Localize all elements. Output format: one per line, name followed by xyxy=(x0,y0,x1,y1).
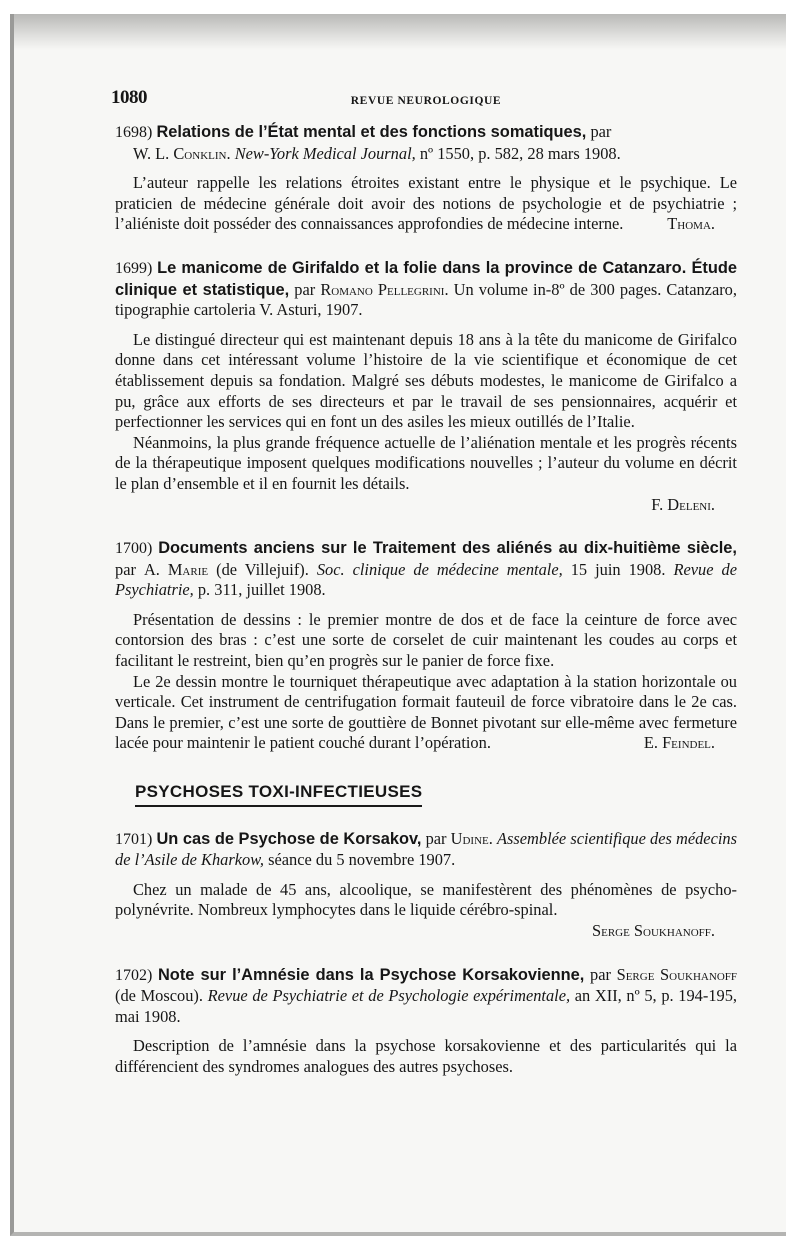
entry-paragraph: Le distingué directeur qui est maintenant depuis 18 ans à la tête du manicome de Girifalco donne dans cet intéressant volume l’histoire de la vie scientifique et économique de cet établissement depuis sa fondation. Malgré ses débuts modestes, le manicome de Girifalco a pu, grâce aux efforts de ses directeurs et par le travail de ses pensionnaires, acquérir et perfectionner les services qui en font un des asiles les mieux outillés de l’Italie. xyxy=(115,329,737,432)
section-title: PSYCHOSES TOXI-INFECTIEUSES xyxy=(135,782,422,807)
entry-signature: Thoma. xyxy=(667,214,715,234)
entry-heading xyxy=(115,829,737,871)
entry-number: 1701) xyxy=(115,830,153,848)
entry-signature: Serge Soukhanoff. xyxy=(592,921,715,940)
entry-heading xyxy=(115,122,737,164)
entry-reference xyxy=(115,144,737,165)
entry-journal: Revue de Psychiatrie et de Psychologie expérimentale, xyxy=(207,986,571,1006)
entry-affiliation: (de Villejuif). xyxy=(216,559,309,579)
entry-signature: E. Feindel. xyxy=(643,733,715,753)
entry-author: Serge Soukhanoff xyxy=(616,964,737,984)
entry-paragraph: Présentation de dessins : le premier montre de dos et de face la ceinture de force avec contorsion des bras : c’est une sorte de corselet de cuir maintenant les coudes au corps et facilitant le restreint, bien qu’en progrès sur le panier de force fixe. xyxy=(115,609,737,671)
entry-author: Conklin. xyxy=(173,143,231,163)
entry-paragraph: L’auteur rappelle les relations étroites existant entre le physique et le psychique. Le praticien de médecine générale doit avoir des notions de psychologie et de psychiatrie ; l’aliéniste doit posséder des connaissances approfondies de médecine interne. Thoma. xyxy=(115,173,737,234)
page-number: 1080 xyxy=(111,87,147,108)
entry-title: Note sur l’Amnésie dans la Psychose Korsakovienne, xyxy=(157,965,585,984)
entry-1700 xyxy=(115,538,737,754)
entry-1699 xyxy=(115,258,737,515)
entry-citation: Un volume in-8º de 300 pages. Catanzaro, tipographie cartoleria V. Asturi, 1907. xyxy=(115,279,737,320)
entry-title: Le manicome de Girifaldo et la folie dans la province de Catanzaro. Étude clinique et statistique, xyxy=(115,258,737,299)
entry-author: A. Marie xyxy=(143,559,209,579)
page-header xyxy=(111,87,737,112)
entry-signature: F. Deleni. xyxy=(651,494,715,514)
entry-citation: p. 311, juillet 1908. xyxy=(197,580,326,600)
entry-by: par xyxy=(590,964,611,984)
entry-paragraph: Le 2e dessin montre le tourniquet thérapeutique avec adaptation à la station horizontale ou verticale. Cet instrument de centrifugation formait fauteuil de force vibratoire dans le 2e cas. Dans le premier, c’est une sorte de gouttière de Bonnet pivotant sur elle-même avec fermeture lacée pour maintenir le patient couché durant l’opération. E. Feindel. xyxy=(115,671,737,753)
entry-author: Romano Pellegrini. xyxy=(320,279,449,299)
entry-number: 1700) xyxy=(115,540,153,558)
entry-affiliation: (de Moscou). xyxy=(115,986,203,1006)
scan-shadow xyxy=(14,14,786,50)
entry-number: 1702) xyxy=(115,966,153,984)
entry-by: par xyxy=(294,279,316,299)
entry-date: 15 juin 1908. xyxy=(570,559,666,579)
entry-heading xyxy=(115,538,737,601)
entry-citation: séance du 5 novembre 1907. xyxy=(268,850,456,870)
entry-citation: nº 1550, p. 582, 28 mars 1908. xyxy=(419,143,621,163)
entry-title: Documents anciens sur le Traitement des aliénés au dix-huitième siècle, xyxy=(158,539,737,558)
entry-1702 xyxy=(115,965,737,1078)
entry-journal: Assemblée scientifique des médecins de l’Asile de Kharkow, xyxy=(115,828,737,870)
running-title: REVUE NEUROLOGIQUE xyxy=(350,95,502,107)
entry-1701 xyxy=(115,829,737,942)
author-initials: W. L. xyxy=(133,143,174,163)
journal-page xyxy=(111,87,737,1078)
entry-heading xyxy=(115,258,737,321)
entry-by: par xyxy=(115,559,136,579)
entry-journal-2: Revue de Psychiatrie, xyxy=(115,559,737,600)
entry-1698 xyxy=(115,122,737,235)
entry-paragraph: Description de l’amnésie dans la psychose korsakovienne et des particularités qui la différencient des syndromes analogues des autres psychoses. xyxy=(115,1036,737,1076)
entry-title: Un cas de Psychose de Korsakov, xyxy=(156,829,422,848)
entry-journal: Soc. clinique de médecine mentale, xyxy=(316,559,563,579)
entry-citation: an XII, nº 5, p. 194-195, mai 1908. xyxy=(115,986,737,1026)
entry-paragraph: Chez un malade de 45 ans, alcoolique, se manifestèrent des phénomènes de psycho-polynévrite. Nombreux lymphocytes dans le liquide cérébro-spinal. xyxy=(115,879,737,920)
entry-number: 1698) xyxy=(115,124,153,141)
entry-journal: New-York Medical Journal, xyxy=(234,143,416,163)
entry-title: Relations de l’État mental et des fonctions somatiques, xyxy=(156,123,587,141)
entry-by: par xyxy=(590,122,612,141)
entry-author: Udine. xyxy=(450,828,493,848)
entry-heading xyxy=(115,965,737,1028)
entry-paragraph: Néanmoins, la plus grande fréquence actuelle de l’aliénation mentale et les progrès récents de la thérapeutique imposent quelques modifications nouvelles ; l’auteur du volume en décrit le plan d’ensemble et il en fournit les détails. xyxy=(115,432,737,493)
entry-number: 1699) xyxy=(115,259,153,277)
entry-by: par xyxy=(425,828,447,848)
